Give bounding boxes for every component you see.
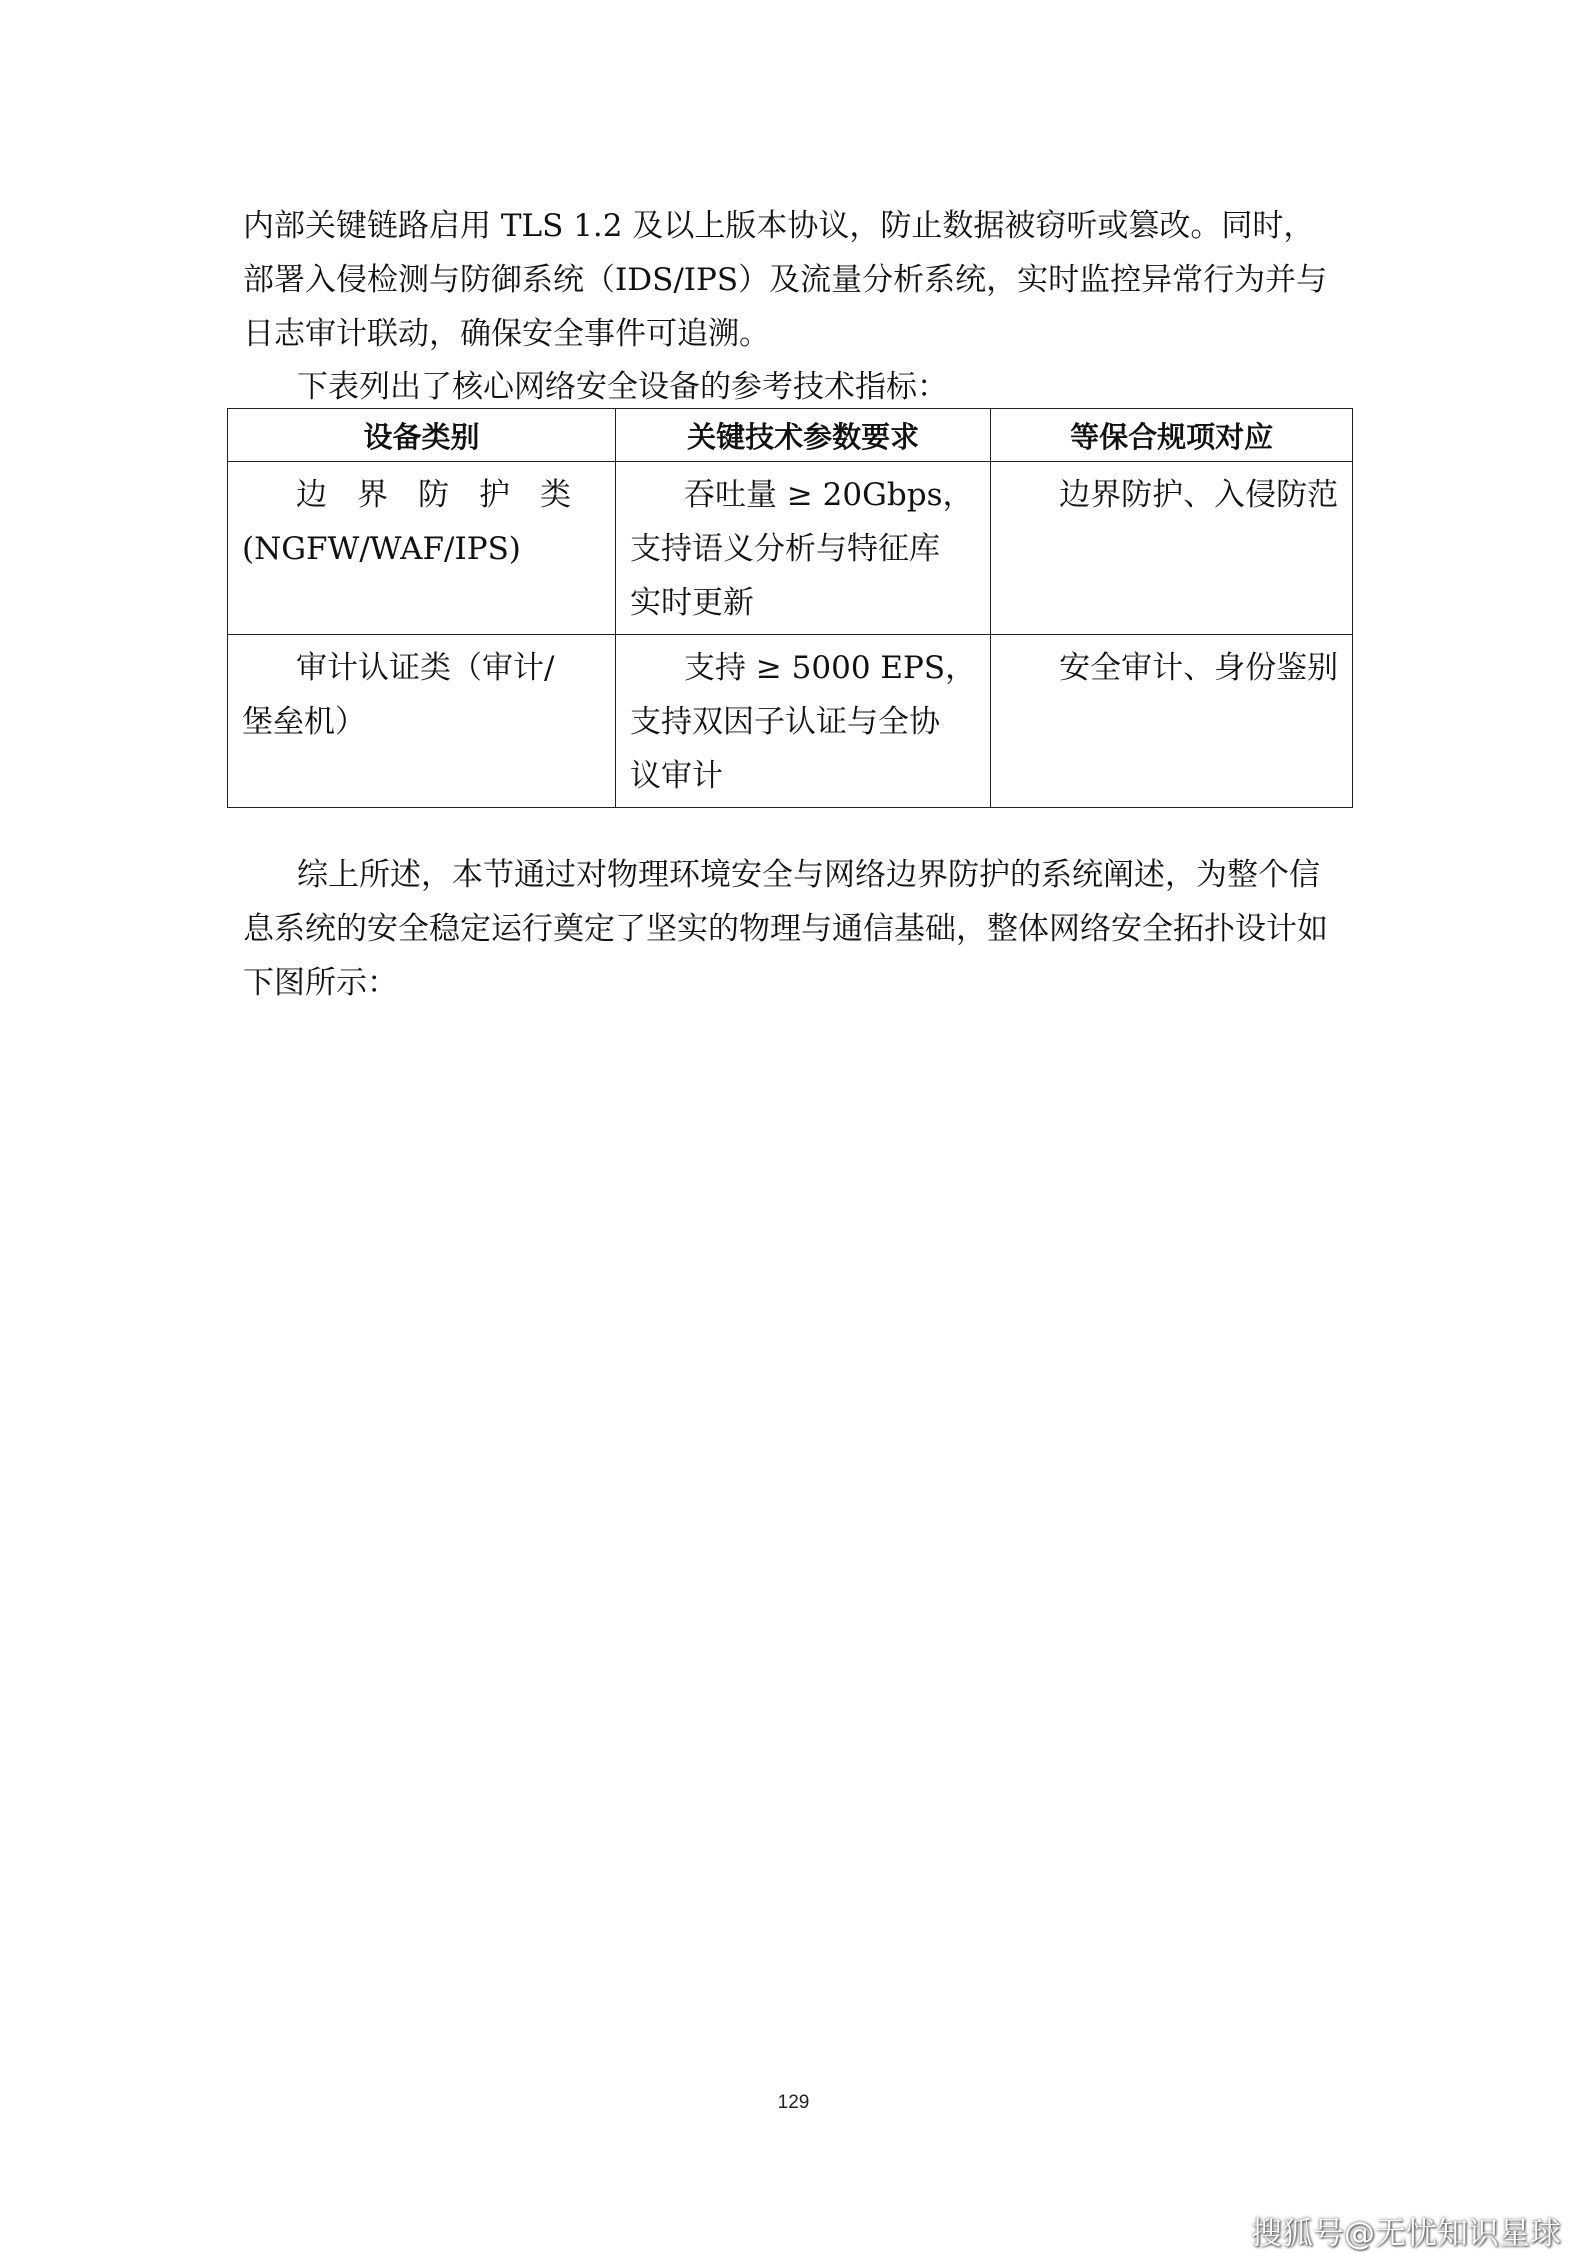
paragraph-line: 下图所示：	[243, 965, 398, 1001]
table-row	[228, 635, 1353, 808]
params-line: 支持 ≥ 5000 EPS，	[684, 650, 977, 686]
cell-compliance	[991, 635, 1353, 808]
params-line: 实时更新	[630, 585, 754, 621]
paragraph-intro	[243, 199, 1355, 361]
paragraph-line: 息系统的安全稳定运行奠定了坚实的物理与通信基础，整体网络安全拓扑设计如	[243, 911, 1328, 947]
header-category: 设备类别	[228, 409, 616, 462]
category-line: 审计认证类（审计/	[296, 650, 555, 686]
category-line: 边界防护类	[296, 477, 601, 513]
paragraph-summary	[243, 848, 1355, 1010]
header-params: 关键技术参数要求	[616, 409, 991, 462]
header-compliance: 等保合规项对应	[991, 409, 1353, 462]
table-caption: 下表列出了核心网络安全设备的参考技术指标：	[297, 369, 948, 405]
params-line: 议审计	[630, 758, 723, 794]
cell-params	[616, 462, 991, 635]
paragraph-line: 综上所述，本节通过对物理环境安全与网络边界防护的系统阐述，为整个信	[297, 857, 1320, 893]
paragraph-line: 部署入侵检测与防御系统（IDS/IPS）及流量分析系统，实时监控异常行为并与	[243, 262, 1328, 298]
category-line: (NGFW/WAF/IPS)	[242, 531, 521, 567]
cell-category	[228, 462, 616, 635]
params-line: 支持语义分析与特征库	[630, 531, 940, 567]
params-line: 吞吐量 ≥ 20Gbps，	[684, 477, 974, 513]
cell-params	[616, 635, 991, 808]
paragraph-line: 日志审计联动，确保安全事件可追溯。	[243, 316, 770, 352]
compliance-line: 安全审计、身份鉴别	[1059, 650, 1339, 686]
spec-table	[227, 408, 1353, 808]
cell-compliance	[991, 462, 1353, 635]
params-line: 支持双因子认证与全协	[630, 704, 940, 740]
cell-category	[228, 635, 616, 808]
page-number: 129	[777, 2092, 810, 2113]
paragraph-line: 内部关键链路启用 TLS 1.2 及以上版本协议，防止数据被窃听或篡改。同时，	[243, 208, 1315, 244]
table-header-row	[228, 409, 1353, 462]
table-row	[228, 462, 1353, 635]
category-line: 堡垒机）	[242, 704, 366, 740]
compliance-line: 边界防护、入侵防范	[1059, 477, 1339, 513]
watermark: 搜狐号@无忧知识星球	[1251, 2216, 1561, 2252]
